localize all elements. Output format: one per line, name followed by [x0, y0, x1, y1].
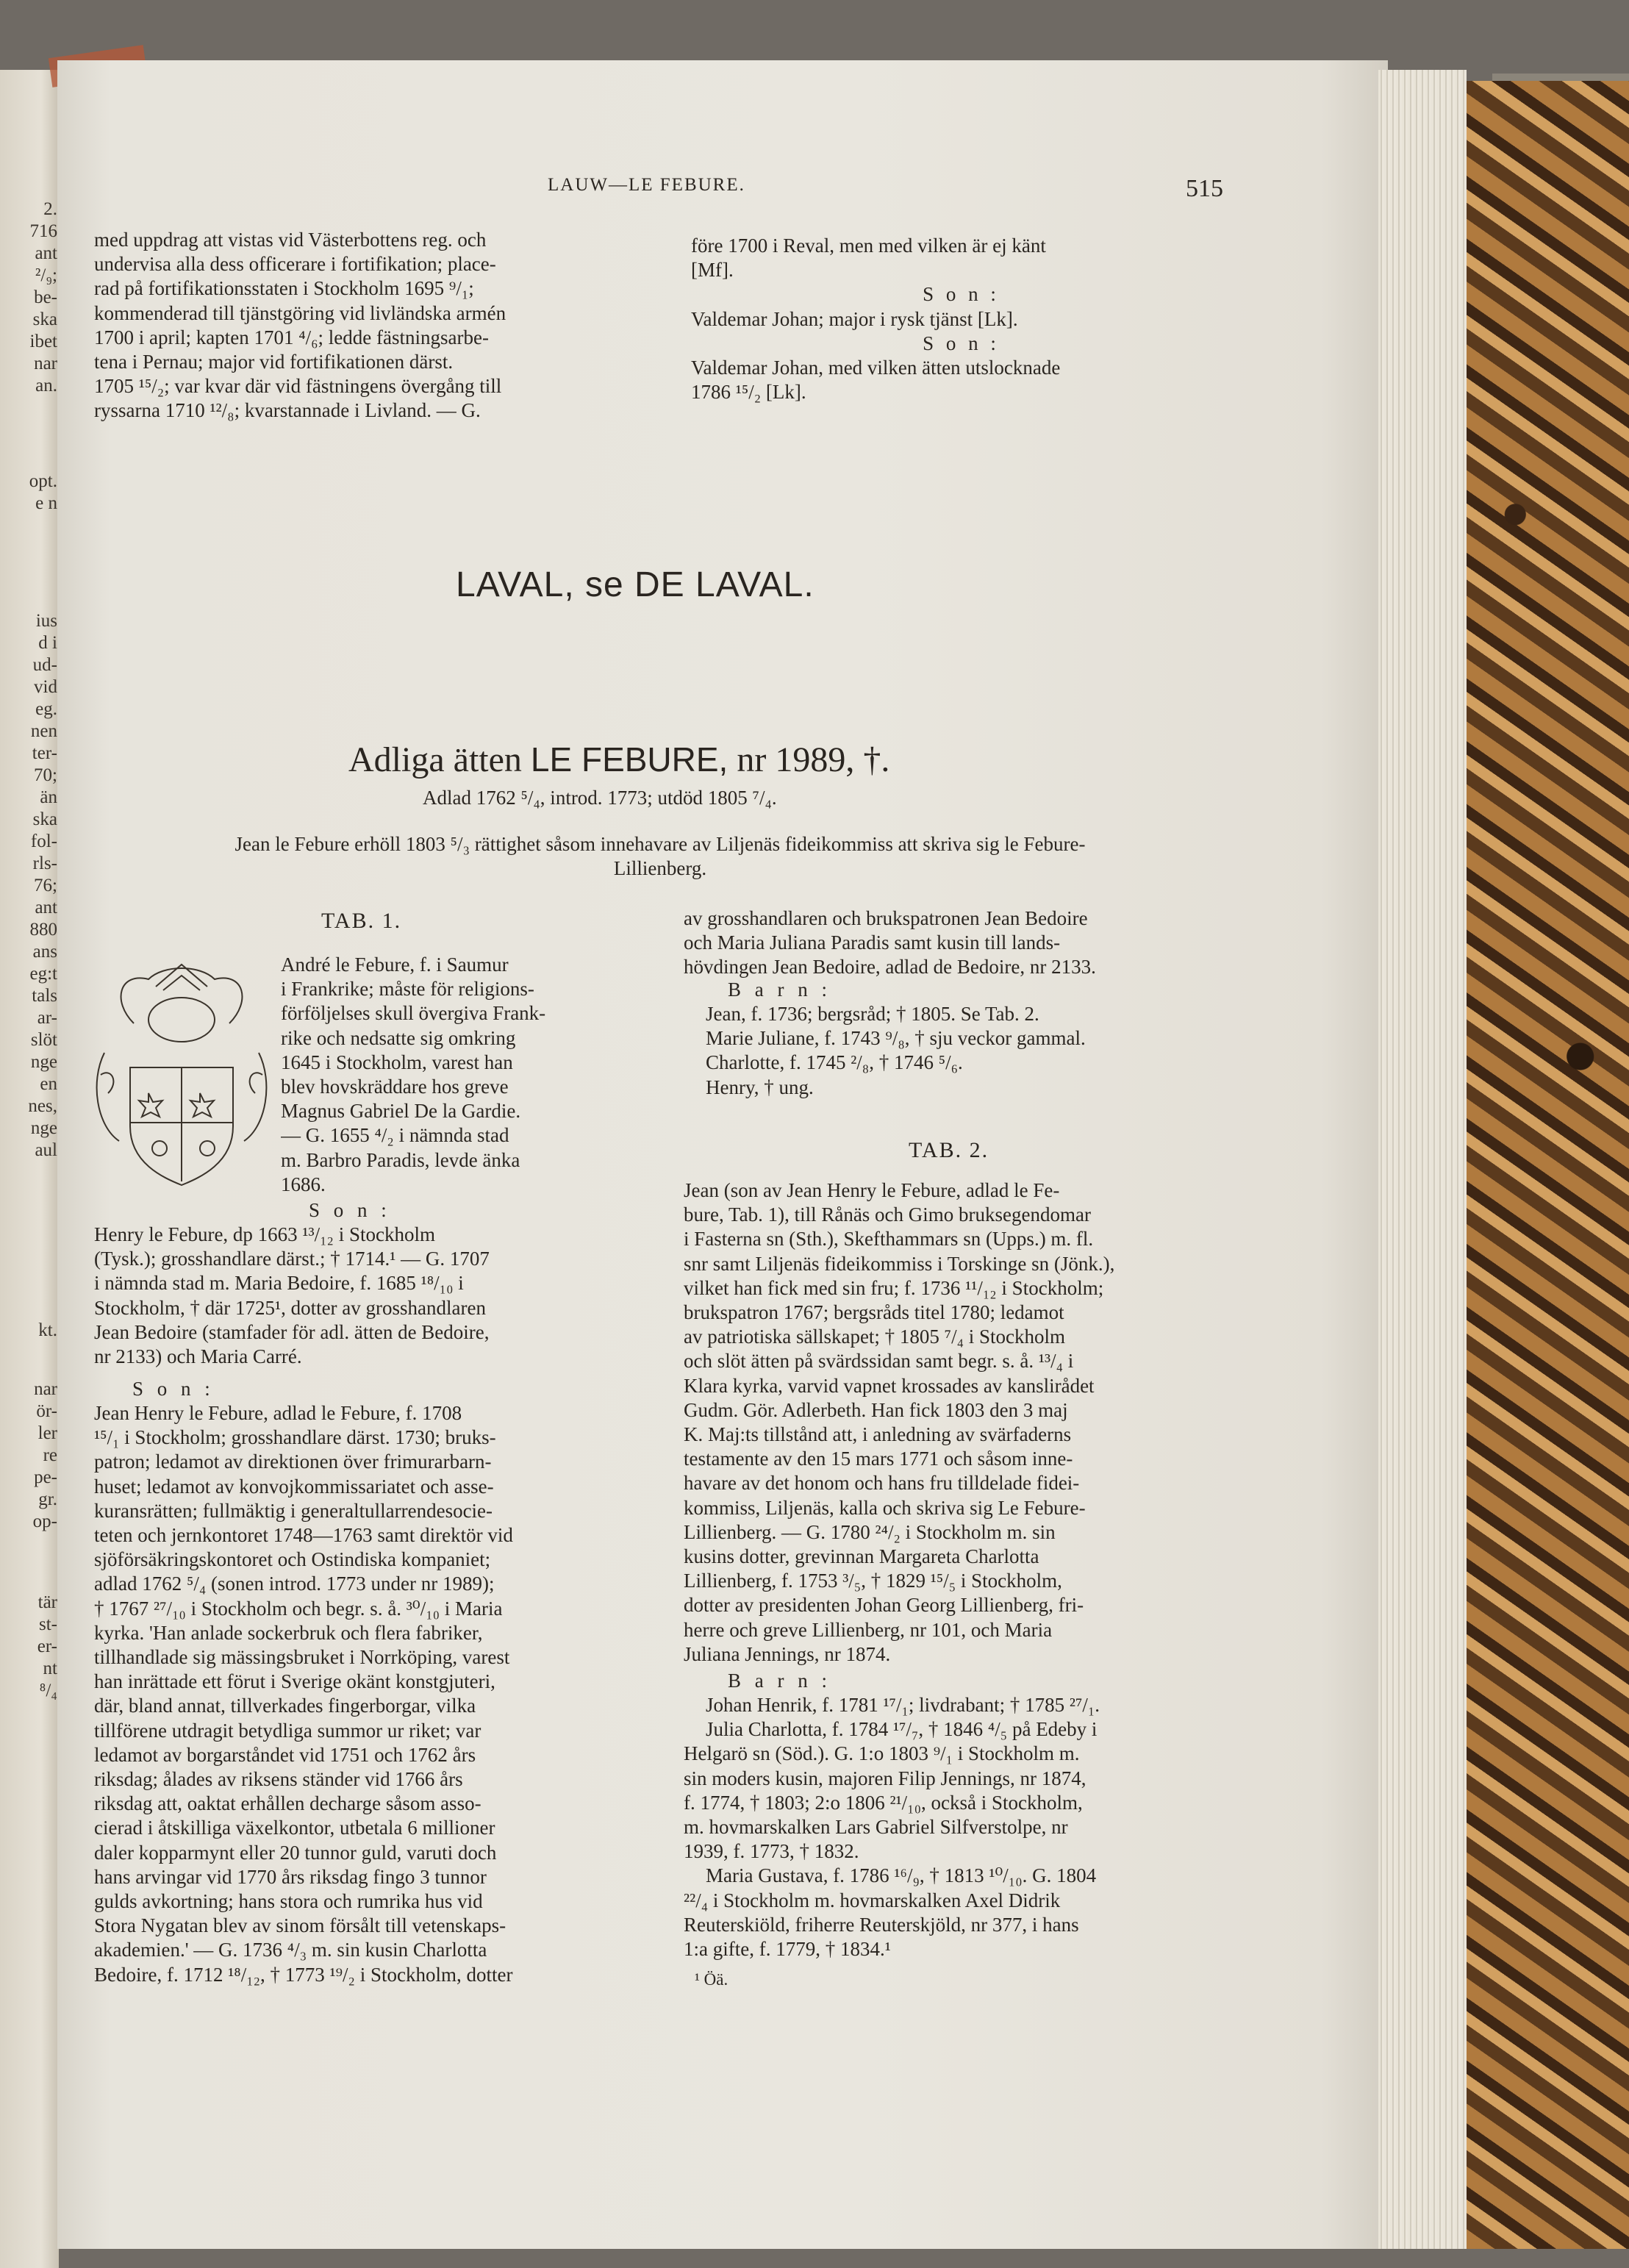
- margin-fragment: be-: [34, 287, 57, 307]
- tab1-beside-line: i Frankrike; måste för religions-: [281, 978, 534, 1001]
- margin-fragment: ar-: [37, 1008, 57, 1028]
- tab1-henry-line: i nämnda stad m. Maria Bedoire, f. 1685 ¹⁸/₁₀ i: [94, 1272, 464, 1295]
- top-left-column: [94, 228, 638, 423]
- right-cont-line: och Maria Juliana Paradis samt kusin till lands-: [684, 931, 1061, 954]
- tab1-jean-line: adlad 1762 ⁵/₄ (sonen introd. 1773 under nr 1989);: [94, 1573, 495, 1595]
- tab2-jean-line: och slöt ätten på svärdssidan samt begr. s. å. ¹³/₄ i: [684, 1350, 1074, 1373]
- children1-line: Henry, † ung.: [706, 1076, 814, 1098]
- tab1-jean-line: Jean Henry le Febure, adlad le Febure, f. 1708: [94, 1402, 462, 1424]
- coat-of-arms-image: [90, 957, 273, 1192]
- margin-fragment: ans: [32, 942, 57, 962]
- margin-fragment: nar: [34, 354, 57, 373]
- margin-fragment: er-: [37, 1636, 57, 1656]
- tab1-jean-line: teten och jernkontoret 1748—1763 samt direktör vid: [94, 1524, 513, 1547]
- barn-label-2: B a r n :: [728, 1670, 831, 1692]
- top-left-line: undervisa alla dess officerare i fortifikation; place-: [94, 253, 496, 276]
- note-line: Jean le Febure erhöll 1803 ⁵/₃ rättighet såsom innehavare av Liljenäs fideikommiss att skriva sig le Febure-: [234, 833, 1086, 855]
- note-line: Lillienberg.: [613, 857, 707, 879]
- right-cont-line: av grosshandlaren och brukspatronen Jean Bedoire: [684, 907, 1088, 929]
- tab2-jean-line: snr samt Liljenäs fideikommiss i Torskinge sn (Jönk.),: [684, 1252, 1115, 1275]
- top-right-line: S o n :: [923, 332, 1000, 354]
- margin-fragment: op-: [32, 1512, 57, 1531]
- children2-line: Julia Charlotta, f. 1784 ¹⁷/₇, † 1846 ⁴/₅ på Edeby i: [706, 1718, 1098, 1741]
- margin-fragment: ler: [37, 1423, 57, 1443]
- tab2-jean-line: kommiss, Liljenäs, kalla och skriva sig Le Febure-: [684, 1496, 1086, 1519]
- barn-label-1: B a r n :: [728, 979, 831, 1001]
- margin-fragment: ius: [35, 611, 57, 631]
- children2-line: 1:a gifte, f. 1779, † 1834.¹: [684, 1938, 891, 1961]
- jean-henry-entry: [94, 1401, 634, 1987]
- top-left-line: med uppdrag att vistas vid Västerbottens reg. och: [94, 229, 487, 251]
- children2-line: Maria Gustava, f. 1786 ¹⁶/₉, † 1813 ¹⁰/₁₀. G. 1804: [706, 1864, 1097, 1887]
- children1-line: Jean, f. 1736; bergsråd; † 1805. Se Tab. 2.: [706, 1003, 1039, 1025]
- tab1-beside-line: 1686.: [281, 1173, 326, 1195]
- children2-line: 1939, f. 1773, † 1832.: [684, 1840, 859, 1863]
- margin-fragment: ant: [35, 243, 57, 263]
- tab1-jean-line: huset; ledamot av konvojkommissariatet och asse-: [94, 1475, 494, 1498]
- right-cont-line: hövdingen Jean Bedoire, adlad de Bedoire, nr 2133.: [684, 956, 1096, 979]
- margin-fragment: e n: [35, 493, 57, 513]
- tab1-jean-line: patron; ledamot av direktionen över frimurarbarn-: [94, 1450, 492, 1473]
- margin-fragment: eg:t: [29, 964, 57, 984]
- top-right-line: Valdemar Johan, med vilken ätten utslocknade: [691, 357, 1061, 379]
- tab2-jean-line: brukspatron 1767; bergsråds titel 1780; ledamot: [684, 1301, 1064, 1324]
- tab1-jean-line: han inrättade ett förut i Sverige okänt konstgjuteri,: [94, 1670, 495, 1693]
- tab1-jean-line: akademien.' — G. 1736 ⁴/₃ m. sin kusin Charlotta: [94, 1939, 487, 1961]
- margin-fragment: ska: [32, 310, 57, 329]
- top-right-line: 1786 ¹⁵/₂ [Lk].: [691, 381, 806, 404]
- tab2-jean-line: bure, Tab. 1), till Rånäs och Gimo bruksegendomar: [684, 1203, 1091, 1226]
- tab2-jean-line: kusins dotter, grevinnan Margareta Charlotta: [684, 1545, 1039, 1568]
- tab1-jean-line: kuransrätten; fullmäktig i generaltullarrendesocie-: [94, 1499, 493, 1522]
- margin-fragment: fol-: [30, 831, 57, 851]
- rights-note: [94, 832, 1226, 881]
- bedoire-continuation: [684, 906, 1228, 980]
- margin-fragment: ör-: [36, 1401, 57, 1421]
- heading-prefix: Adliga ätten: [348, 740, 522, 779]
- tab1-jean-line: tillförene utdragit betydliga summor ur riket; var: [94, 1719, 481, 1742]
- tab2-jean-line: dotter av presidenten Johan Georg Lillienberg, fri-: [684, 1594, 1084, 1617]
- margin-fragment: tals: [32, 986, 57, 1006]
- margin-fragment: pe-: [34, 1467, 57, 1487]
- tab2-jean-line: i Fasterna sn (Sth.), Skefthammars sn (Upps.) m. fl.: [684, 1228, 1094, 1251]
- margin-fragment: aul: [35, 1140, 57, 1160]
- page-edges: [1378, 70, 1467, 2249]
- tab1-henry-line: nr 2133) och Maria Carré.: [94, 1345, 302, 1368]
- margin-fragment: nes,: [28, 1096, 57, 1116]
- top-left-line: kommenderad till tjänstgöring vid livländska armén: [94, 301, 506, 324]
- tab1-henry-line: Stockholm, † där 1725¹, dotter av grosshandlaren: [94, 1296, 486, 1319]
- children-tab2: [684, 1693, 1228, 1961]
- children2-line: sin moders kusin, majoren Filip Jennings, nr 1874,: [684, 1767, 1086, 1789]
- tab1-beside-line: rike och nedsatte sig omkring: [281, 1026, 516, 1049]
- le-febure-heading: [348, 740, 889, 780]
- tab1-jean-line: cierad i åtskilliga växelkontor, utbetala 6 millioner: [94, 1817, 495, 1839]
- top-right-line: före 1700 i Reval, men med vilken är ej känt: [691, 235, 1046, 257]
- margin-fragment: kt.: [38, 1320, 57, 1340]
- tab1-jean-line: hans arvingar vid 1770 års riksdag fingo 3 tunnor: [94, 1865, 487, 1888]
- margin-fragment: gr.: [38, 1489, 57, 1509]
- margin-fragment: 76;: [34, 876, 57, 895]
- margin-fragment: eg.: [35, 699, 57, 719]
- jean-tab2-entry: [684, 1178, 1228, 1667]
- tab1-beside-line: André le Febure, f. i Saumur: [281, 954, 509, 976]
- tab1-jean-line: sjöförsäkringskontoret och Ostindiska kompaniet;: [94, 1548, 491, 1571]
- children1-line: Charlotte, f. 1745 ²/₈, † 1746 ⁵/₆.: [706, 1051, 963, 1074]
- tab1-jean-line: där, bland annat, tillverkades fingerborgar, vilka: [94, 1695, 476, 1717]
- marbled-cover: [1467, 81, 1629, 2249]
- tab2-jean-line: Jean (son av Jean Henry le Febure, adlad le Fe-: [684, 1179, 1060, 1201]
- tab2-jean-line: av patriotiska sällskapet; † 1805 ⁷/₄ i Stockholm: [684, 1326, 1066, 1348]
- tab1-jean-line: kyrka. 'Han anlade sockerbruk och flera fabriker,: [94, 1621, 483, 1644]
- tab1-beside-line: 1645 i Stockholm, varest han: [281, 1051, 513, 1073]
- margin-fragment: nge: [30, 1052, 57, 1072]
- tab2-jean-line: havare av det honom och hans fru tilldelade fidei-: [684, 1472, 1080, 1495]
- margin-fragment: nge: [30, 1118, 57, 1138]
- margin-fragment: ud-: [32, 655, 57, 675]
- margin-fragment: tär: [37, 1592, 57, 1612]
- tab1-jean-line: riksdag att, oaktat erhållen decharge såsom asso-: [94, 1792, 481, 1815]
- page-number: 515: [1186, 175, 1223, 202]
- henry-entry: [94, 1223, 634, 1369]
- andre-entry: [281, 953, 634, 1197]
- top-right-line: S o n :: [923, 283, 1000, 306]
- tab1-jean-line: ¹⁵/₁ i Stockholm; grosshandlare därst. 1730; bruks-: [94, 1426, 496, 1449]
- margin-fragment: ter-: [32, 743, 57, 763]
- tab1-henry-line: (Tysk.); grosshandlare därst.; † 1714.¹ — G. 1707: [94, 1248, 490, 1270]
- adlad-line: Adlad 1762 ⁵/₄, introd. 1773; utdöd 1805 ⁷/₄.: [423, 787, 777, 809]
- tab1-jean-line: Bedoire, f. 1712 ¹⁸/₁₂, † 1773 ¹⁹/₂ i Stockholm, dotter: [94, 1963, 513, 1986]
- tab2-jean-line: Lillienberg. — G. 1780 ²⁴/₂ i Stockholm m. sin: [684, 1520, 1056, 1543]
- tab2-jean-line: Juliana Jennings, nr 1874.: [684, 1642, 891, 1665]
- tab1-heading: TAB. 1.: [321, 909, 402, 933]
- left-page-edge: [0, 70, 59, 2268]
- tab1-beside-line: — G. 1655 ⁴/₂ i nämnda stad: [281, 1124, 509, 1147]
- top-right-line: [Mf].: [691, 259, 734, 282]
- margin-fragment: än: [40, 787, 57, 807]
- margin-fragment: ²/₉;: [35, 265, 57, 285]
- margin-fragment: nen: [30, 721, 57, 741]
- children2-line: m. hovmarskalken Lars Gabriel Silfverstolpe, nr: [684, 1816, 1068, 1839]
- margin-fragment: st-: [39, 1614, 57, 1634]
- margin-fragment: 716: [29, 221, 57, 241]
- heading-name: LE FEBURE,: [530, 740, 728, 779]
- tab2-jean-line: herre och greve Lillienberg, nr 101, och Maria: [684, 1618, 1053, 1641]
- children2-line: ²²/₄ i Stockholm m. hovmarskalken Axel Didrik: [684, 1889, 1061, 1911]
- top-right-column: [691, 234, 1231, 404]
- son-label-2: S o n :: [132, 1378, 215, 1400]
- margin-fragment: 880: [29, 920, 57, 940]
- top-left-line: 1700 i april; kapten 1701 ⁴/₆; ledde fästningsarbe-: [94, 326, 489, 348]
- running-title: LAUW—LE FEBURE.: [548, 175, 745, 195]
- tab1-jean-line: ledamot av borgarståndet vid 1751 och 1762 års: [94, 1743, 476, 1766]
- tab1-beside-line: m. Barbro Paradis, levde änka: [281, 1148, 520, 1171]
- margin-fragment: vid: [34, 677, 57, 697]
- children2-line: Helgarö sn (Söd.). G. 1:o 1803 ⁹/₁ i Stockholm m.: [684, 1742, 1080, 1765]
- children1-line: Marie Juliane, f. 1743 ⁹/₈, † sju veckor gammal.: [706, 1027, 1086, 1050]
- margin-fragment: opt.: [29, 471, 57, 491]
- children-tab1: [706, 1002, 1228, 1100]
- margin-fragment: ⁸/₄: [39, 1681, 57, 1700]
- tab2-heading: TAB. 2.: [909, 1138, 989, 1162]
- top-left-line: tena i Pernau; major vid fortifikationen därst.: [94, 351, 454, 373]
- children2-line: f. 1774, † 1803; 2:o 1806 ²¹/₁₀, också i Stockholm,: [684, 1791, 1083, 1814]
- margin-fragment: nt: [43, 1659, 57, 1678]
- tab2-jean-line: K. Maj:ts tillstånd att, i anledning av svärfaderns: [684, 1423, 1072, 1446]
- margin-fragment: d i: [38, 633, 57, 653]
- tab1-henry-line: Henry le Febure, dp 1663 ¹³/₁₂ i Stockholm: [94, 1223, 435, 1245]
- margin-fragment: 2.: [43, 199, 57, 219]
- tab1-beside-line: blev hovskräddare hos greve: [281, 1076, 509, 1098]
- laval-heading: LAVAL, se DE LAVAL.: [456, 565, 814, 604]
- tab1-jean-line: tillhandlade sig mässingsbruket i Norrköping, varest: [94, 1646, 510, 1669]
- heading-suffix: nr 1989, †.: [737, 740, 890, 779]
- tab1-jean-line: † 1767 ²⁷/₁₀ i Stockholm och begr. s. å. ³⁰/₁₀ i Maria: [94, 1597, 503, 1620]
- margin-fragment: ska: [32, 809, 57, 829]
- children2-line: Reuterskiöld, friherre Reuterskjöld, nr 377, i hans: [684, 1913, 1079, 1936]
- margin-fragment: slöt: [30, 1030, 57, 1050]
- children2-line: Johan Henrik, f. 1781 ¹⁷/₁; livdrabant; † 1785 ²⁷/₁.: [706, 1694, 1100, 1716]
- tab2-jean-line: Lillienberg, f. 1753 ³/₅, † 1829 ¹⁵/₅ i Stockholm,: [684, 1570, 1062, 1592]
- tab2-jean-line: vilket han fick med sin fru; f. 1736 ¹¹/₁₂ i Stockholm;: [684, 1276, 1104, 1299]
- margin-fragment: nar: [34, 1379, 57, 1399]
- tab2-jean-line: Gudm. Gör. Adlerbeth. Han fick 1803 den 3 maj: [684, 1398, 1068, 1421]
- top-left-line: ryssarna 1710 ¹²/₈; kvarstannade i Livland. — G.: [94, 399, 481, 422]
- top-left-line: rad på fortifikationsstaten i Stockholm 1695 ⁹/₁;: [94, 277, 474, 300]
- tab2-jean-line: Klara kyrka, varvid vapnet krossades av kanslirådet: [684, 1374, 1095, 1397]
- top-right-line: Valdemar Johan; major i rysk tjänst [Lk].: [691, 307, 1018, 330]
- margin-fragment: 70;: [34, 765, 57, 785]
- son-label-1: S o n :: [309, 1199, 391, 1221]
- tab1-beside-line: Magnus Gabriel De la Gardie.: [281, 1100, 521, 1123]
- margin-fragment: en: [40, 1074, 57, 1094]
- margin-fragment: ibet: [29, 332, 57, 351]
- margin-fragment: re: [43, 1445, 57, 1465]
- footnote: ¹ Öä.: [695, 1970, 728, 1989]
- tab2-jean-line: testamente av den 15 mars 1771 och såsom inne-: [684, 1448, 1073, 1470]
- top-left-line: 1705 ¹⁵/₂; var kvar där vid fästningens övergång till: [94, 375, 502, 398]
- margin-fragment: an.: [35, 376, 57, 396]
- margin-fragment: ant: [35, 898, 57, 917]
- tab1-jean-line: riksdag; ålades av riksens ständer vid 1766 års: [94, 1768, 463, 1791]
- margin-fragment: rls-: [32, 854, 57, 873]
- tab1-henry-line: Jean Bedoire (stamfader för adl. ätten de Bedoire,: [94, 1320, 490, 1343]
- tab1-beside-line: förföljelses skull övergiva Frank-: [281, 1002, 546, 1025]
- tab1-jean-line: Stora Nygatan blev av sinom försålt till vetenskaps-: [94, 1914, 506, 1937]
- tab1-jean-line: daler kopparmynt eller 20 tunnor guld, varuti doch: [94, 1841, 497, 1864]
- tab1-jean-line: gulds avkortning; hans stora och rumrika hus vid: [94, 1890, 483, 1913]
